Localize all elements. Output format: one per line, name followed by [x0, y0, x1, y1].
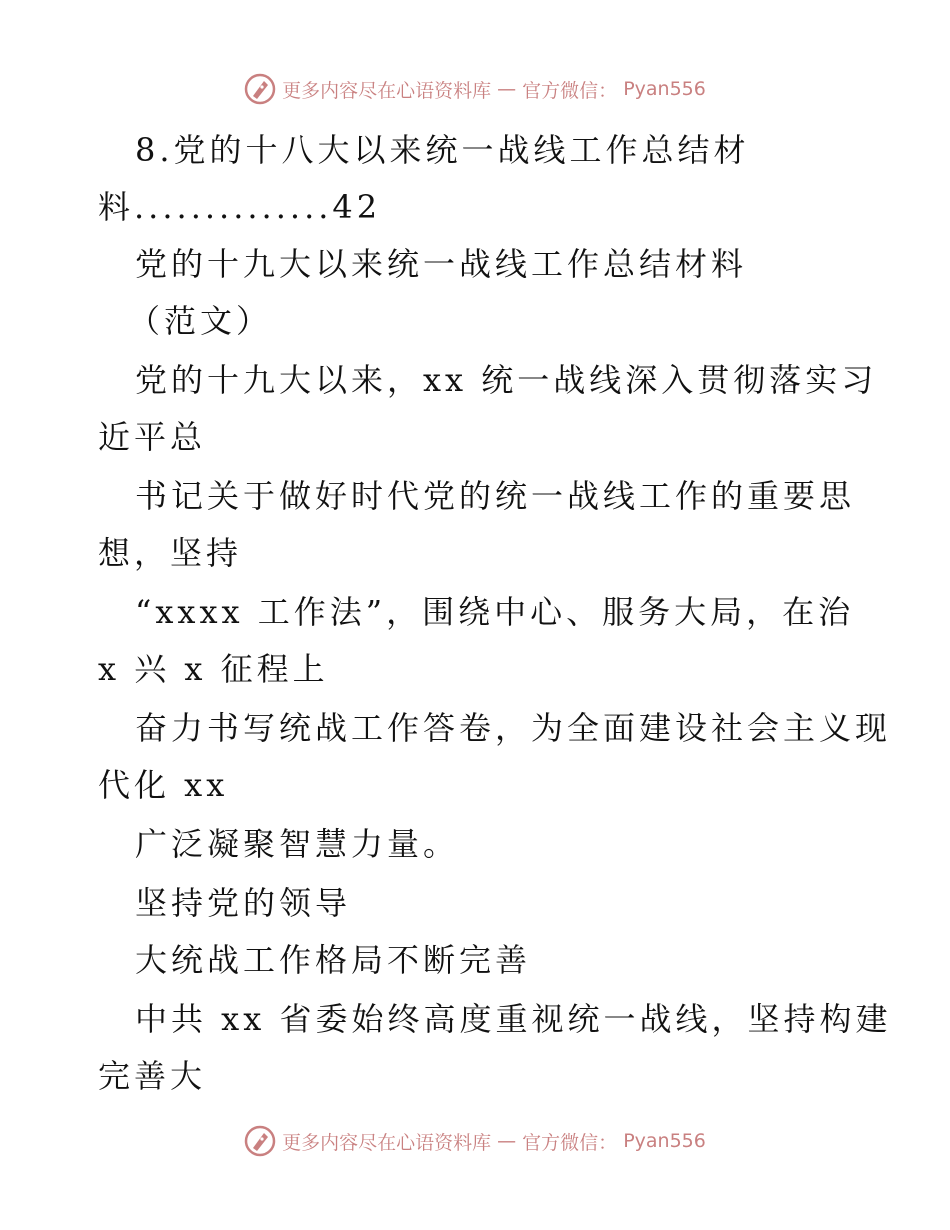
watermark-account: Pyan556 [623, 78, 706, 100]
text-line: 完善大 [98, 1057, 207, 1095]
text-line: x 兴 x 征程上 [98, 650, 329, 688]
text-line: 近平总 [98, 418, 207, 456]
text-line: “xxxx 工作法”，围绕中心、服务大局，在治 [135, 593, 855, 631]
text-line: 中共 xx 省委始终高度重视统一战线，坚持构建 [135, 1000, 892, 1038]
watermark-text: 更多内容尽在心语资料库 [282, 79, 492, 102]
watermark-separator: — [497, 1130, 517, 1152]
text-line: 广泛凝聚智慧力量。 [135, 825, 460, 863]
text-line: 8.党的十八大以来统一战线工作总结材 [135, 131, 750, 169]
text-line: 书记关于做好时代党的统一战线工作的重要思 [135, 477, 856, 515]
watermark-label: 官方微信： [522, 1131, 618, 1154]
watermark-label: 官方微信： [522, 79, 618, 102]
text-line: 代化 xx [98, 766, 229, 804]
text-line: 坚持党的领导 [135, 884, 352, 922]
text-line: 党的十九大以来，xx 统一战线深入贯彻落实习 [135, 361, 878, 399]
pen-nib-logo-icon [244, 1125, 276, 1157]
header-watermark [0, 72, 950, 106]
text-line: 大统战工作格局不断完善 [135, 941, 532, 979]
text-line: 党的十九大以来统一战线工作总结材料 [135, 245, 748, 283]
text-line: 料..............42 [98, 188, 382, 226]
text-line: 奋力书写统战工作答卷，为全面建设社会主义现 [135, 709, 892, 747]
text-line: （范文） [128, 302, 273, 340]
watermark-text: 更多内容尽在心语资料库 [282, 1131, 492, 1154]
footer-watermark [0, 1124, 950, 1158]
pen-nib-logo-icon [244, 73, 276, 105]
watermark-separator: — [497, 78, 517, 100]
watermark-account: Pyan556 [623, 1130, 706, 1152]
text-line: 想，坚持 [98, 534, 243, 572]
